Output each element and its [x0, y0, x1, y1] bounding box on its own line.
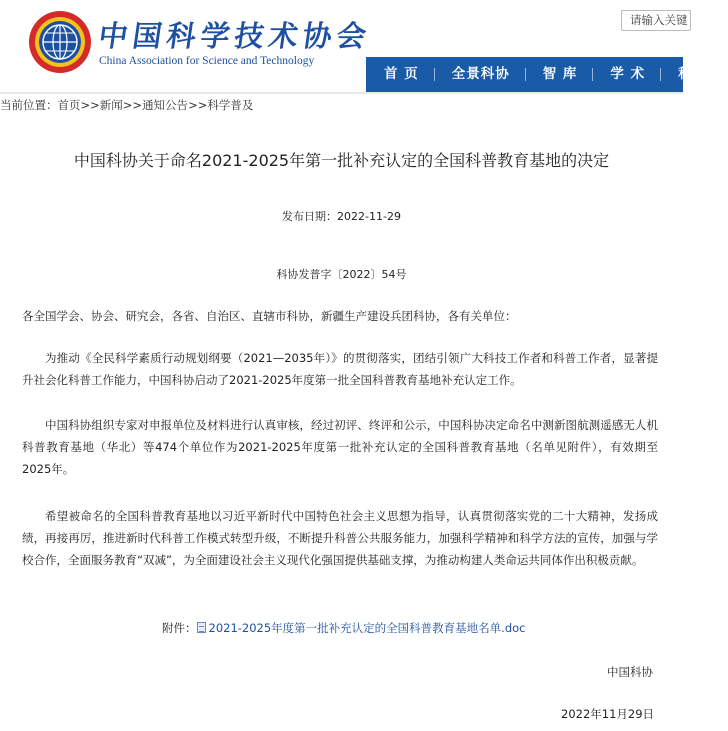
nav-item-academic[interactable]: 学 术 — [592, 57, 660, 92]
breadcrumb-separator: >> — [80, 98, 100, 112]
breadcrumb-item-home[interactable]: 首页 — [57, 98, 81, 112]
breadcrumb-prefix: 当前位置： — [0, 98, 58, 112]
breadcrumb-item-science-popularization[interactable]: 科学普及 — [207, 98, 254, 112]
document-number: 科协发普字〔2022〕54号 — [276, 268, 407, 281]
breadcrumb — [0, 97, 253, 113]
publish-date-label: 发布日期： — [282, 210, 338, 223]
article-paragraph: 中国科协组织专家对申报单位及材料进行认真审核，经过初评、终评和公示，中国科协决定命名中测新图航测遥感无人机科普教育基地（华北）等474个单位作为2021-2025年度第一批补充认定的全国科普教育基地（名单见附件），有效期至2025年。 — [22, 418, 658, 476]
signature-date: 2022年11月29日 — [561, 707, 655, 721]
article-paragraph: 希望被命名的全国科普教育基地以习近平新时代中国特色社会主义思想为指导，认真贯彻落实党的二十大精神，发扬成绩，再接再厉，推进新时代科普工作模式转型升级，不断提升科普公共服务能力，加强科学精神和科学方法的宣传，加强与学校合作，全面服务教育“双减”，为全面建设社会主义现代化强国提供基础支撑，为推动构建人类命运共同体作出积极贡献。 — [22, 509, 658, 567]
article-title: 中国科协关于命名2021-2025年第一批补充认定的全国科普教育基地的决定 — [73, 151, 610, 170]
cast-emblem-icon[interactable] — [28, 10, 92, 74]
main-nav — [366, 57, 713, 92]
search-input[interactable]: 请输入关键 — [621, 10, 691, 31]
logo-chinese-name[interactable]: 中国科学技术协会 — [96, 19, 374, 53]
attachment-link[interactable]: 2021-2025年度第一批补充认定的全国科普教育基地名单.doc — [208, 621, 526, 635]
article-paragraph: 为推动《全民科学素质行动规划纲要（2021—2035年）》的贯彻落实，团结引领广大科技工作者和科普工作者，显著提升社会化科普工作能力，中国科协启动了2021-2025年度第一批全国科普教育基地补充认定工作。 — [22, 351, 658, 387]
attachment-label: 附件： — [162, 621, 197, 635]
header-divider — [0, 92, 683, 94]
breadcrumb-item-notices[interactable]: 通知公告 — [142, 98, 189, 112]
publish-date-value: 2022-11-29 — [337, 210, 401, 223]
addressee: 各全国学会、协会、研究会，各省、自治区、直辖市科协，新疆生产建设兵团科协，各有关单位： — [22, 309, 517, 323]
doc-file-icon — [197, 622, 206, 633]
breadcrumb-separator: >> — [122, 98, 143, 112]
logo-english-name[interactable]: China Association for Science and Technology — [99, 55, 315, 67]
breadcrumb-item-news[interactable]: 新闻 — [99, 98, 123, 112]
publish-date — [0, 208, 683, 224]
nav-item-think-tank[interactable]: 智 库 — [525, 57, 593, 92]
nav-item-science-popularization[interactable]: 科 普 — [660, 57, 728, 92]
nav-item-panorama[interactable]: 全景科协 — [434, 57, 525, 92]
site-header — [0, 0, 713, 92]
signature-organization: 中国科协 — [607, 665, 653, 679]
attachment — [162, 620, 526, 636]
breadcrumb-separator: >> — [188, 98, 208, 112]
nav-item-home[interactable]: 首 页 — [384, 66, 419, 82]
